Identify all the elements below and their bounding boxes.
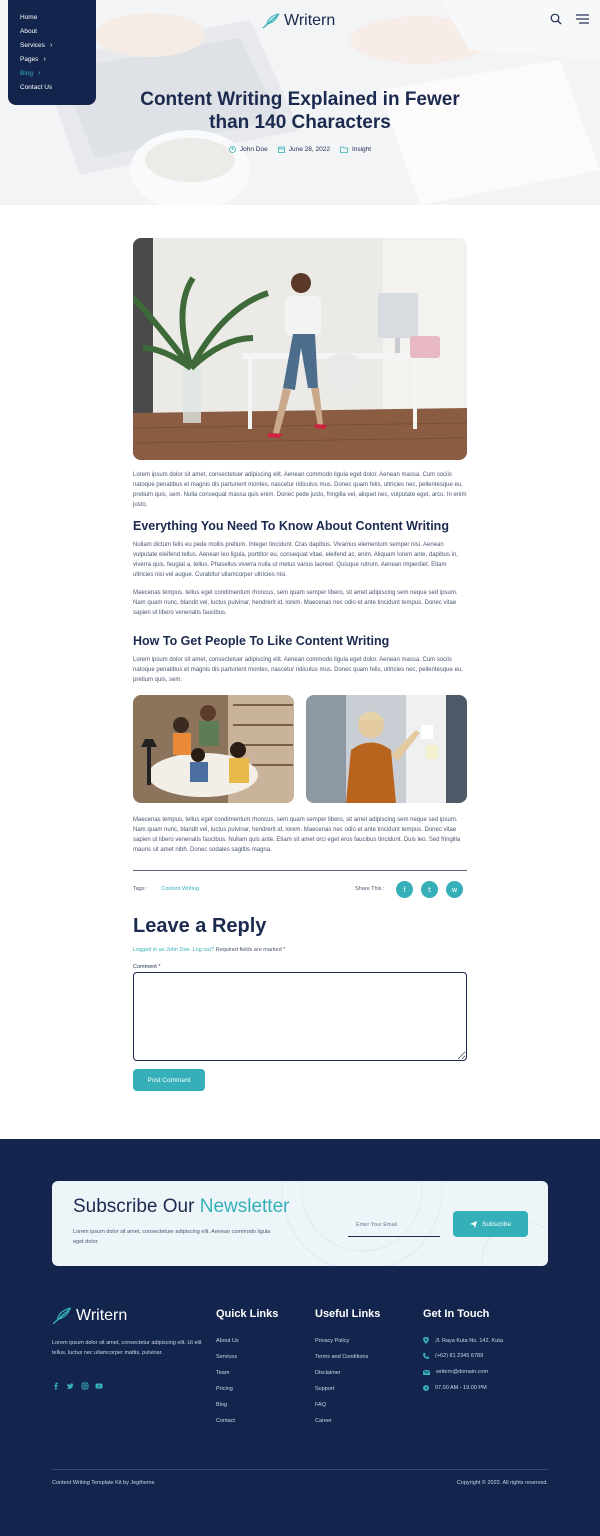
newsletter-title-a: Subscribe Our — [73, 1196, 200, 1217]
footer-logo-text: Writern — [76, 1307, 128, 1324]
logged-in-notice — [133, 947, 285, 953]
post-author[interactable] — [229, 146, 268, 153]
required-note: Required fields are marked * — [215, 947, 286, 953]
article-paragraph-2: Nullam dictum felis eu pede mollis pretium. Integer tincidunt. Cras dapibus. Vivamus elementum semper nisi. Aenean vulputate eleifend tellus. Aenean leo ligula, porttitor eu, consequat vitae, eleifend ac, enim. Aliquam lorem ante, dapibus in, viverra quis, feugiat a, tellus. Phasellus viverra nulla ut metus varius laoreet. Quisque rutrum. Aenean imperdiet. Etiam ultricies nisi vel augue. Curabitur ullamcorper ultricies nisi. — [133, 542, 458, 578]
phone-icon — [423, 1353, 429, 1359]
footer-link-services[interactable]: Services — [216, 1354, 238, 1360]
nav-label: Pages — [20, 55, 39, 63]
footer-logo[interactable] — [52, 1307, 127, 1325]
logout-link[interactable]: Log out? — [192, 947, 215, 953]
phone-text: (+62) 81 2345 6789 — [435, 1353, 484, 1359]
comment-textarea[interactable] — [133, 972, 467, 1061]
newsletter-title — [73, 1196, 289, 1218]
post-category[interactable] — [340, 146, 371, 153]
team-meeting-image — [133, 695, 294, 803]
nav-item-pages[interactable] — [20, 52, 96, 66]
whatsapp-glyph: w — [451, 885, 458, 894]
article-heading-1: Everything You Need To Know About Content Writing — [133, 519, 449, 533]
contact-hours — [423, 1385, 487, 1391]
twitter-icon[interactable] — [421, 881, 438, 898]
address-text: Jl. Raya Kuta No. 142, Kuta — [435, 1337, 503, 1344]
subscribe-label: Subscribe — [482, 1220, 511, 1228]
category-text: Insight — [351, 146, 372, 153]
tag-content-writing[interactable]: Content Writing — [161, 886, 200, 892]
footer-link-career[interactable]: Career — [315, 1418, 332, 1424]
hours-text: 07.00 AM - 19.00 PM — [435, 1385, 487, 1391]
tags-label: Tags : — [133, 886, 148, 892]
twitter-icon[interactable] — [66, 1382, 74, 1390]
post-divider — [133, 870, 467, 871]
footer-link-contact[interactable]: Contact — [216, 1418, 235, 1424]
facebook-glyph: f — [403, 885, 406, 894]
footer-copyright: Copyright © 2022. All rights reserved. — [456, 1480, 548, 1486]
clock-icon — [423, 1385, 429, 1391]
share-label: Share This : — [355, 886, 385, 892]
newsletter-description: Lorem ipsum dolor sit amet, consectetuer adipiscing elit. Aenean commodo ligula eget dolor. — [73, 1229, 271, 1245]
instagram-icon[interactable] — [81, 1382, 89, 1390]
footer-link-privacy-policy[interactable]: Privacy Policy — [315, 1338, 350, 1344]
send-icon — [470, 1221, 477, 1228]
article-heading-2: How To Get People To Like Content Writing — [133, 634, 390, 648]
article-paragraph-1: Lorem ipsum dolor sit amet, consectetuer adipiscing elit. Aenean commodo ligula eget dolor. Aenean massa. Cum sociis natoque penatibus et magnis dis parturient montes, nascetur ridiculus mus. Donec quam felis, ultricies nec, pellentesque eu, pretium quis, sem. Nulla consequat massa quis enim. Donec pede justo, fringilla vel, aliquet nec, vulputate eget, arcu. In enim justo. — [133, 472, 467, 508]
contact-address — [423, 1337, 503, 1344]
post-comment-button[interactable]: Post Comment — [133, 1069, 205, 1091]
nav-label: Home — [20, 13, 38, 21]
site-logo[interactable] — [262, 12, 335, 30]
article-paragraph-5: Maecenas tempus, tellus eget condimentum rhoncus, sem quam semper libero, sit amet adipiscing sem neque sed ipsum. Nam quam nunc, blandit vel, luctus pulvinar, hendrerit id, lorem. Maecenas nec odio et ante tincidunt tempus. Donec vitae sapien ut libero venenatis faucibus. Nullam quis ante. Etiam sit amet orci eget eros faucibus tincidunt. Duis leo. Sed fringilla mauris sit amet nibh. Donec sodales sagittis magna. — [133, 817, 461, 853]
newsletter-email-input[interactable] — [348, 1214, 440, 1237]
nav-label: Contact Us — [20, 83, 53, 91]
footer-link-disclaimer[interactable]: Disclaimer — [315, 1370, 341, 1376]
useful-links-title: Useful Links — [315, 1308, 381, 1320]
post-meta — [0, 146, 600, 153]
feather-pen-icon — [262, 13, 280, 29]
nav-label: About — [20, 27, 37, 35]
nav-item-home[interactable] — [20, 10, 96, 24]
dropdown-nav-menu — [8, 0, 96, 105]
footer-link-support[interactable]: Support — [315, 1386, 335, 1392]
whatsapp-icon[interactable] — [446, 881, 463, 898]
nav-item-services[interactable] — [20, 38, 96, 52]
nav-item-about[interactable] — [20, 24, 96, 38]
footer-link-pricing[interactable]: Pricing — [216, 1386, 233, 1392]
nav-label: Blog — [20, 69, 34, 77]
article-paragraph-4: Lorem ipsum dolor sit amet, consectetuer adipiscing elit. Aenean commodo ligula eget dolor. Aenean massa. Cum sociis natoque penatibus et magnis dis parturient montes, nascetur ridiculus mus. Donec quam felis, ultricies nec, pellentesque eu, pretium quis, sem. — [133, 657, 463, 683]
article-paragraph-3: Maecenas tempus, tellus eget condimentum rhoncus, sem quam semper libero, sit amet adipiscing sem neque sed ipsum. Nam quam nunc, blandit vel, luctus pulvinar, hendrerit id, lorem. Maecenas nec odio et ante tincidunt tempus. Donec vitae sapien ut libero venenatis faucibus. — [133, 590, 458, 616]
contact-phone[interactable] — [423, 1353, 483, 1359]
leave-reply-heading: Leave a Reply — [133, 915, 267, 937]
folder-icon — [340, 146, 348, 153]
footer-credit: Content Writing Template Kit by Jegtheme — [52, 1480, 155, 1486]
post-title — [100, 88, 500, 134]
footer-link-faq[interactable]: FAQ — [315, 1402, 327, 1408]
post-title-line-1: Content Writing Explained in Fewer — [140, 89, 460, 110]
date-text: June 28, 2022 — [288, 146, 330, 153]
contact-email[interactable] — [423, 1369, 488, 1375]
author-name: John Doe — [239, 146, 268, 153]
calendar-icon — [278, 146, 285, 153]
user-icon — [229, 146, 236, 153]
logo-text: Writern — [284, 12, 336, 29]
facebook-icon[interactable] — [396, 881, 413, 898]
hamburger-menu-icon[interactable] — [576, 14, 589, 24]
get-in-touch-title: Get In Touch — [423, 1308, 490, 1320]
location-icon — [423, 1337, 429, 1344]
newsletter-box — [52, 1181, 548, 1266]
search-icon[interactable] — [550, 13, 562, 25]
email-icon — [423, 1370, 430, 1375]
woman-at-whiteboard-image — [306, 695, 467, 803]
comment-label: Comment * — [133, 964, 161, 970]
footer-link-about-us[interactable]: About Us — [216, 1338, 239, 1344]
chevron-right-icon: › — [49, 41, 53, 49]
feather-pen-icon — [52, 1307, 72, 1325]
footer-link-blog[interactable]: Blog — [216, 1402, 228, 1408]
quick-links-title: Quick Links — [216, 1308, 279, 1320]
footer-divider — [52, 1469, 548, 1470]
youtube-icon[interactable] — [95, 1382, 103, 1390]
nav-item-contact-us[interactable] — [20, 80, 96, 94]
nav-item-blog[interactable] — [20, 66, 96, 80]
newsletter-title-b: Newsletter — [199, 1196, 290, 1217]
chevron-right-icon: › — [43, 55, 46, 63]
post-title-line-2: than 140 Characters — [209, 112, 391, 133]
featured-image — [133, 238, 467, 460]
email-text: writern@domain.com — [436, 1369, 489, 1375]
footer-link-team[interactable]: Team — [216, 1370, 230, 1376]
footer-description: Lorem ipsum dolor sit amet, consectetur adipiscing elit. Ut elit tellus, luctus nec ullamcorper mattis, pulvinar. — [52, 1340, 202, 1356]
facebook-icon[interactable] — [52, 1382, 60, 1390]
subscribe-button[interactable] — [453, 1211, 528, 1237]
nav-label: Services — [20, 41, 45, 49]
footer-link-terms[interactable]: Terms and Conditions — [315, 1354, 369, 1360]
post-tags — [133, 886, 199, 892]
twitter-glyph: t — [428, 885, 431, 894]
chevron-right-icon: › — [38, 69, 41, 77]
logged-in-as-link[interactable]: Logged in as John Doe. — [133, 947, 192, 953]
post-date — [278, 146, 330, 153]
